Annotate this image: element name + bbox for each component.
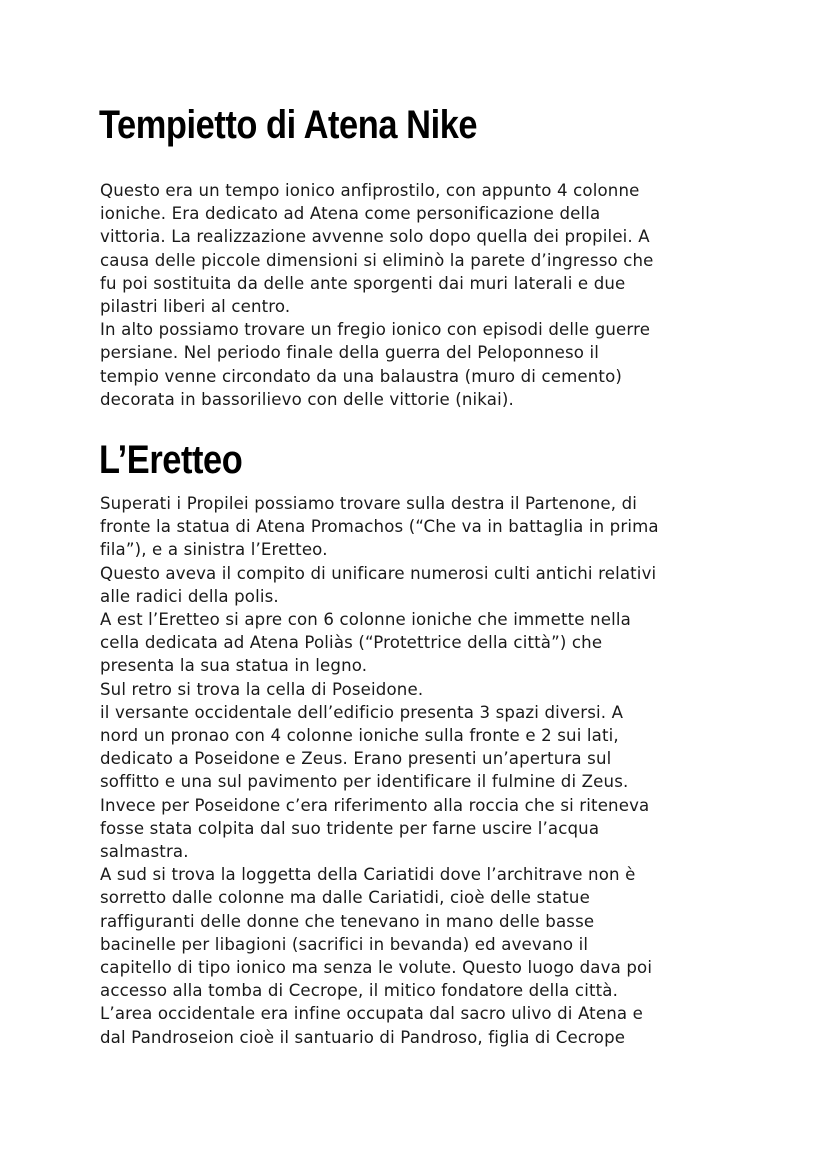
text-line: il versante occidentale dell’edificio presenta 3 spazi diversi. A: [100, 702, 624, 722]
text-line: causa delle piccole dimensioni si eliminò la parete d’ingresso che: [100, 250, 654, 270]
text-line: fosse stata colpita dal suo tridente per farne uscire l’acqua: [100, 818, 600, 838]
section-title-atena-nike: Tempietto di Atena Nike: [99, 103, 478, 147]
text-line: Superati i Propilei possiamo trovare sulla destra il Partenone, di: [100, 494, 638, 513]
text-line: ioniche. Era dedicato ad Atena come personificazione della: [100, 204, 601, 224]
text-line: dal Pandroseion cioè il santuario di Pandroso, figlia di Cecrope: [100, 1027, 626, 1047]
text-line: alle radici della polis.: [100, 586, 279, 606]
text-line: presenta la sua statua in legno.: [100, 656, 368, 676]
text-line: nord un pronao con 4 colonne ioniche sulla fronte e 2 sui lati,: [100, 726, 619, 746]
text-line: cella dedicata ad Atena Poliàs (“Protettrice della città”) che: [100, 633, 603, 653]
text-line: fronte la statua di Atena Promachos (“Che va in battaglia in prima: [100, 517, 659, 537]
text-line: salmastra.: [100, 842, 189, 862]
text-line: tempio venne circondato da una balaustra (muro di cemento): [100, 366, 622, 386]
text-line: Invece per Poseidone c’era riferimento alla roccia che si riteneva: [100, 795, 650, 815]
text-line: persiane. Nel periodo finale della guerra del Peloponneso il: [100, 343, 599, 363]
text-line: Questo aveva il compito di unificare numerosi culti antichi relativi: [100, 563, 657, 583]
text-line: fu poi sostituita da delle ante sporgenti dai muri laterali e due: [100, 273, 626, 293]
text-line: A est l’Eretteo si apre con 6 colonne ioniche che immette nella: [100, 610, 631, 630]
text-line: In alto possiamo trovare un fregio ionico con episodi delle guerre: [100, 320, 651, 340]
text-line: soffitto e una sul pavimento per identificare il fulmine di Zeus.: [100, 772, 629, 792]
text-line: sorretto dalle colonne ma dalle Cariatidi, cioè delle statue: [100, 888, 590, 908]
text-line: bacinelle per libagioni (sacrifici in bevanda) ed avevano il: [100, 934, 589, 954]
section-title-eretteo: L’Eretteo: [99, 438, 243, 482]
text-line: L’area occidentale era infine occupata dal sacro ulivo di Atena e: [100, 1004, 643, 1024]
text-line: capitello di tipo ionico ma senza le volute. Questo luogo dava poi: [100, 958, 653, 978]
section-body-atena-nike: [100, 179, 654, 411]
text-line: A sud si trova la loggetta della Cariatidi dove l’architrave non è: [100, 865, 636, 885]
text-line: dedicato a Poseidone e Zeus. Erano presenti un’apertura sul: [100, 749, 612, 769]
text-line: vittoria. La realizzazione avvenne solo dopo quella dei propilei. A: [100, 227, 650, 247]
text-line: decorata in bassorilievo con delle vittorie (nikai).: [100, 389, 514, 409]
text-line: fila”), e a sinistra l’Eretteo.: [100, 540, 328, 560]
text-line: accesso alla tomba di Cecrope, il mitico fondatore della città.: [100, 981, 619, 1001]
text-line: Sul retro si trova la cella di Poseidone.: [100, 679, 424, 699]
section-body-eretteo: [100, 492, 659, 1049]
text-line: pilastri liberi al centro.: [100, 297, 291, 317]
text-line: raffiguranti delle donne che tenevano in mano delle basse: [100, 911, 595, 931]
text-line: Questo era un tempo ionico anfiprostilo, con appunto 4 colonne: [100, 181, 640, 200]
